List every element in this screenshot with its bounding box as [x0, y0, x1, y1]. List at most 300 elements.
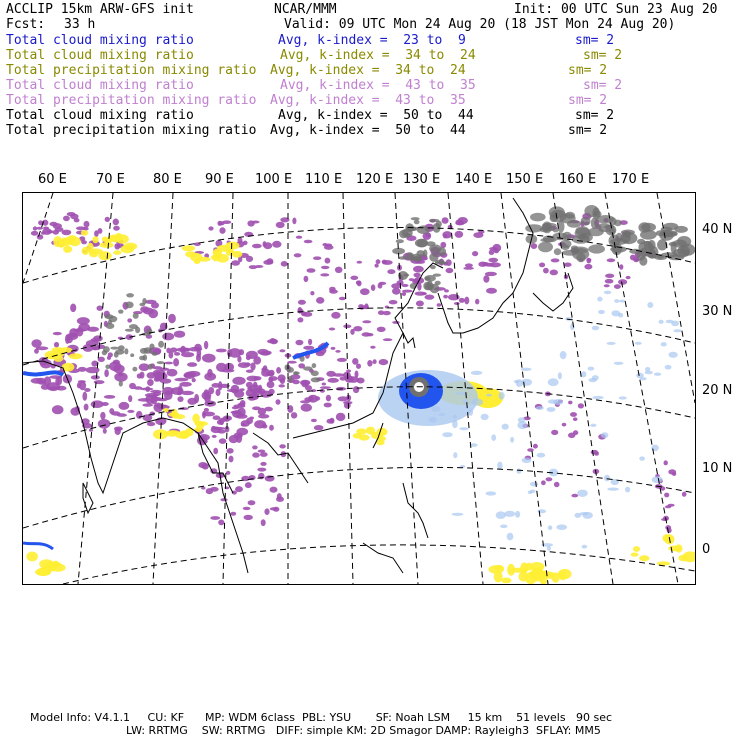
cloud-patch-purple [257, 468, 266, 472]
cloud-patch-lightblue [666, 320, 674, 324]
cloud-patch-gray [554, 248, 561, 255]
cloud-patch-yellow [494, 565, 504, 570]
cloud-patch-lightblue [537, 453, 546, 458]
cloud-patch-yellow [558, 569, 572, 579]
field-smoothing: sm= 2 [583, 78, 623, 93]
cloud-patch-purple [541, 480, 546, 485]
cloud-patch-purple [246, 355, 251, 360]
cloud-patch-purple [448, 294, 460, 300]
cloud-patch-gray [108, 320, 112, 325]
cloud-patch-purple [145, 395, 155, 404]
cloud-patch-purple [263, 351, 272, 355]
cloud-patch-purple [485, 263, 494, 267]
cloud-patch-lightblue [661, 342, 667, 346]
cloud-patch-purple [246, 389, 257, 397]
cloud-patch-lightblue [536, 406, 544, 410]
cloud-patch-gray [118, 310, 123, 314]
cloud-patch-purple [272, 241, 281, 248]
cloud-patch-lightblue [547, 407, 556, 412]
cloud-patch-yellow [198, 257, 211, 262]
cloud-patch-purple [143, 308, 154, 315]
field-smoothing: sm= 2 [568, 123, 608, 138]
cloud-patch-gray [142, 298, 146, 304]
cloud-patch-purple [331, 347, 336, 350]
cloud-patch-purple [249, 417, 254, 420]
coastline [403, 333, 415, 348]
cloud-patch-gray [399, 256, 406, 259]
cloud-patch-lightblue [481, 414, 489, 420]
cloud-patch-purple [129, 383, 136, 389]
cloud-patch-purple [81, 240, 87, 244]
model-info-line1: Model Info: V4.1.1 CU: KF MP: WDM 6class PBL: YSU SF: Noah LSM 15 km 51 levels 90 sec [30, 711, 613, 724]
cloud-patch-purple [415, 292, 427, 296]
cloud-patch-purple [483, 275, 489, 283]
latitude-line [23, 308, 695, 365]
cloud-patch-yellow [92, 236, 98, 243]
cloud-patch-gray [139, 356, 145, 361]
cloud-patch-lightblue [452, 513, 464, 516]
cloud-patch-purple [109, 408, 114, 414]
cloud-patch-purple [104, 369, 109, 377]
cloud-patch-gray [157, 361, 165, 364]
cloud-patch-purple [287, 361, 297, 364]
cloud-patch-yellow [633, 546, 640, 552]
cloud-patch-lightblue [530, 482, 538, 487]
cloud-patch-purple [113, 360, 120, 365]
cloud-patch-purple [307, 268, 316, 273]
cloud-patch-lightblue [592, 326, 600, 331]
cloud-patch-gray [661, 227, 673, 232]
cloud-patch-purple [89, 429, 93, 432]
cloud-patch-lightblue [654, 373, 661, 376]
cloud-patch-purple [311, 419, 317, 422]
cloud-patch-purple [97, 306, 104, 311]
cloud-patch-yellow [89, 249, 103, 255]
cloud-patch-gray [132, 367, 137, 372]
cloud-patch-purple [252, 406, 261, 410]
cloud-patch-purple [345, 375, 353, 380]
cloud-patch-purple [303, 346, 314, 350]
cloud-patch-yellow [100, 242, 114, 248]
cloud-patch-purple [52, 405, 64, 414]
cloud-patch-purple [308, 339, 312, 345]
cloud-patch-purple [98, 419, 111, 429]
lat-label: 10 N [702, 461, 733, 476]
cloud-patch-purple [584, 264, 592, 270]
cloud-patch-lightblue [548, 525, 553, 530]
cloud-patch-purple [204, 389, 210, 398]
cloud-patch-gray [648, 240, 656, 250]
cloud-patch-yellow [639, 555, 649, 561]
cloud-patch-purple [360, 288, 370, 295]
cloud-patch-purple [115, 427, 121, 435]
cloud-patch-lightblue [589, 378, 597, 382]
cloud-patch-lightblue [651, 445, 659, 452]
cloud-patch-purple [147, 379, 154, 386]
cloud-patch-purple [127, 318, 132, 322]
field-name: Total cloud mixing ratio [6, 78, 194, 93]
field-smoothing: sm= 2 [575, 33, 615, 48]
cloud-patch-purple [472, 251, 478, 256]
cloud-patch-lightblue [499, 392, 505, 400]
cloud-patch-purple [174, 331, 185, 338]
cloud-patch-purple [117, 413, 127, 417]
fcst-label: Fcst: [6, 17, 46, 32]
cloud-patch-purple [226, 471, 230, 475]
cloud-patch-purple [300, 380, 310, 386]
cloud-patch-purple [270, 487, 278, 493]
cloud-patch-purple [222, 220, 231, 224]
cloud-patch-lightblue [598, 310, 605, 314]
cloud-patch-purple [113, 226, 120, 231]
cloud-patch-yellow [115, 233, 122, 241]
cloud-patch-lightblue [607, 342, 616, 345]
cloud-patch-purple [173, 358, 179, 366]
cloud-patch-purple [379, 282, 387, 285]
cloud-patch-purple [210, 516, 220, 520]
cloud-patch-purple [664, 460, 668, 465]
cloud-patch-gray [571, 247, 589, 254]
cloud-patch-gray [414, 220, 420, 225]
cloud-patch-lightblue [521, 379, 532, 386]
cloud-patch-purple [356, 281, 361, 285]
cloud-patch-purple [626, 276, 631, 279]
cloud-patch-purple [267, 339, 278, 343]
cloud-patch-lightblue [517, 421, 527, 429]
cloud-patch-lightblue [548, 399, 558, 403]
cloud-patch-purple [113, 365, 124, 374]
field-avg-range: Avg, k-index = 34 to 24 [280, 48, 476, 63]
cloud-patch-purple [489, 250, 495, 255]
fcst-value: 33 h [64, 17, 96, 32]
cloud-patch-purple [337, 358, 347, 362]
cloud-patch-purple [324, 403, 332, 408]
cloud-patch-purple [465, 263, 473, 267]
cloud-patch-purple [83, 227, 89, 231]
cloud-patch-purple [127, 410, 134, 413]
cloud-patch-purple [201, 487, 205, 490]
cloud-patch-purple [238, 362, 250, 368]
lon-label: 110 E [305, 172, 343, 187]
init-time: Init: 00 UTC Sun 23 Aug 20 [514, 2, 718, 17]
cloud-patch-purple [316, 297, 324, 304]
cloud-patch-purple [391, 283, 401, 289]
cloud-patch-lightblue [601, 432, 609, 438]
cloud-patch-purple [281, 261, 288, 267]
cloud-patch-gray [592, 207, 600, 219]
cloud-patch-purple [322, 383, 326, 386]
coastline [83, 483, 93, 513]
cloud-patch-purple [295, 340, 303, 346]
cloud-patch-purple [383, 311, 391, 315]
cloud-patch-gray [595, 224, 610, 228]
cloud-patch-purple [248, 500, 256, 505]
cloud-patch-purple [343, 325, 351, 329]
cloud-patch-purple [219, 438, 227, 444]
cloud-patch-purple [336, 413, 346, 421]
cloud-patch-purple [212, 427, 226, 430]
cloud-patch-purple [668, 504, 675, 507]
cloud-patch-gray [288, 376, 292, 383]
lon-label: 80 E [153, 172, 182, 187]
cloud-patch-purple [73, 329, 85, 332]
cloud-patch-purple [473, 232, 483, 238]
cloud-patch-purple [258, 385, 262, 394]
cloud-patch-purple [304, 276, 309, 282]
cloud-patch-purple [443, 234, 447, 238]
cloud-patch-purple [668, 469, 676, 474]
cloud-patch-purple [353, 386, 359, 393]
cloud-patch-purple [464, 297, 469, 305]
cloud-patch-purple [586, 258, 591, 264]
cloud-patch-yellow [185, 251, 196, 257]
cloud-patch-purple [82, 392, 87, 401]
cloud-patch-purple [346, 369, 351, 372]
cloud-patch-gray [158, 341, 164, 348]
model-title: ACCLIP 15km ARW-GFS init [6, 2, 194, 17]
cloud-patch-yellow [501, 578, 511, 584]
cloud-patch-purple [260, 462, 266, 466]
cloud-patch-purple [326, 395, 331, 402]
cloud-patch-purple [437, 303, 442, 306]
cloud-patch-yellow [371, 432, 383, 440]
cloud-patch-purple [329, 328, 335, 331]
cloud-patch-purple [91, 400, 104, 408]
field-smoothing: sm= 2 [575, 108, 615, 123]
cloud-patch-purple [325, 258, 331, 264]
cloud-patch-purple [278, 374, 286, 381]
cloud-patch-purple [98, 228, 103, 234]
cloud-patch-yellow [531, 568, 542, 579]
cloud-patch-purple [261, 519, 266, 526]
cloud-patch-lightblue [668, 352, 677, 358]
cloud-patch-purple [573, 417, 578, 421]
cloud-patch-purple [489, 258, 499, 263]
cloud-patch-purple [142, 403, 153, 406]
cloud-patch-purple [333, 373, 345, 377]
cloud-patch-yellow [192, 414, 200, 424]
cloud-patch-purple [53, 332, 62, 335]
lon-label: 120 E [356, 172, 394, 187]
cloud-patch-purple [269, 376, 278, 381]
cloud-patch-purple [313, 256, 321, 260]
cloud-patch-purple [682, 492, 687, 497]
cloud-patch-lightblue [491, 434, 496, 441]
cloud-patch-purple [70, 214, 78, 220]
cloud-patch-lightblue [652, 476, 663, 483]
cloud-patch-purple [357, 378, 365, 384]
cloud-patch-purple [70, 304, 76, 313]
cloud-patch-lightblue [471, 371, 483, 375]
cloud-patch-purple [550, 270, 558, 276]
cloud-patch-purple [269, 389, 275, 395]
cloud-patch-yellow [507, 564, 515, 576]
cloud-patch-purple [192, 378, 196, 382]
cloud-patch-lightblue [619, 396, 627, 399]
cloud-patch-lightblue [496, 511, 506, 519]
cloud-patch-lightblue [635, 342, 642, 345]
cloud-patch-purple [442, 217, 449, 224]
cloud-patch-lightblue [504, 511, 515, 517]
cloud-patch-lightblue [514, 380, 520, 383]
cloud-patch-purple [376, 259, 381, 264]
cloud-patch-purple [224, 363, 234, 371]
cloud-patch-purple [49, 375, 62, 379]
cloud-patch-yellow [631, 553, 639, 557]
cloud-patch-yellow [128, 245, 134, 250]
cloud-patch-lightblue [665, 365, 672, 370]
cloud-patch-lightblue [639, 456, 645, 460]
cloud-patch-purple [169, 351, 174, 358]
cloud-patch-gray [303, 366, 312, 370]
field-name: Total precipitation mixing ratio [6, 63, 257, 78]
cloud-patch-purple [413, 266, 424, 273]
cloud-patch-purple [140, 372, 145, 379]
cloud-patch-lightblue [502, 424, 509, 430]
cloud-patch-yellow [525, 563, 532, 571]
cloud-patch-purple [382, 260, 387, 264]
cloud-patch-purple [54, 342, 59, 348]
cloud-patch-purple [203, 412, 215, 417]
cloud-patch-purple [270, 507, 277, 510]
cloud-patch-purple [543, 268, 549, 274]
cloud-patch-purple [387, 269, 395, 274]
cloud-patch-purple [243, 507, 251, 510]
cloud-patch-purple [232, 377, 245, 385]
cloud-patch-purple [253, 382, 258, 389]
cloud-patch-gray [588, 244, 605, 253]
cloud-patch-purple [594, 451, 599, 455]
cloud-patch-purple [294, 253, 302, 257]
cloud-patch-purple [291, 412, 297, 418]
cloud-patch-purple [568, 433, 575, 439]
field-avg-range: Avg, k-index = 50 to 44 [278, 108, 474, 123]
cloud-patch-purple [304, 240, 313, 244]
cloud-patch-purple [278, 384, 285, 387]
cloud-patch-purple [232, 406, 239, 409]
cloud-patch-gray [119, 381, 123, 387]
cloud-patch-purple [31, 231, 39, 236]
cloud-patch-lightblue [647, 302, 653, 308]
cloud-patch-purple [486, 288, 497, 294]
cloud-patch-lightblue [614, 299, 619, 303]
cloud-patch-yellow [214, 250, 221, 257]
cloud-patch-lightblue [521, 368, 532, 371]
cloud-patch-lightblue [453, 452, 457, 458]
cloud-streak-blue [23, 372, 63, 375]
cloud-patch-purple [34, 349, 39, 354]
latitude-line [23, 387, 695, 448]
cloud-patch-gray [426, 241, 435, 246]
lon-label: 140 E [455, 172, 493, 187]
cloud-patch-purple [389, 300, 398, 304]
cloud-patch-lightblue [673, 329, 681, 332]
cloud-patch-gray [560, 240, 571, 248]
cloud-patch-gray [110, 347, 119, 350]
cloud-patch-purple [414, 273, 421, 278]
cloud-patch-purple [118, 373, 123, 376]
cloud-patch-lightblue [659, 320, 664, 324]
field-avg-range: Avg, k-index = 43 to 35 [280, 78, 476, 93]
lon-label: 90 E [205, 172, 234, 187]
cloud-patch-lightblue [636, 373, 644, 379]
cloud-patch-purple [252, 221, 260, 224]
cloud-patch-gray [124, 348, 128, 354]
cloud-patch-gray [416, 250, 424, 257]
cloud-patch-gray [424, 275, 436, 282]
cloud-patch-gray [425, 283, 434, 291]
cloud-patch-gray [538, 242, 553, 253]
cloud-patch-purple [362, 332, 371, 336]
cloud-patch-gray [130, 353, 134, 357]
cloud-patch-purple [329, 290, 338, 294]
cloud-patch-lightblue [548, 378, 559, 386]
cloud-patch-yellow [657, 561, 671, 565]
cloud-patch-gray [671, 241, 677, 253]
cloud-patch-purple [562, 423, 567, 427]
cloud-patch-lightblue [556, 524, 567, 530]
cloud-patch-purple [246, 382, 253, 388]
cloud-patch-purple [231, 411, 242, 415]
coastline [23, 361, 248, 573]
cloud-patch-gray [588, 228, 604, 237]
cloud-patch-gray [311, 371, 319, 377]
cloud-patch-gray [575, 226, 589, 236]
cloud-patch-purple [252, 452, 260, 457]
cloud-patch-lightblue [530, 490, 536, 494]
cloud-patch-purple [236, 414, 248, 419]
cloud-patch-purple [614, 284, 621, 289]
lon-label: 170 E [612, 172, 650, 187]
cloud-patch-purple [527, 448, 534, 451]
cloud-patch-purple [371, 284, 376, 291]
cloud-patch-purple [320, 386, 331, 389]
cloud-patch-lightblue [614, 362, 624, 365]
cloud-patch-purple [416, 301, 424, 307]
cloud-patch-gray [125, 329, 134, 332]
cloud-patch-gray [148, 364, 153, 370]
lon-label: 100 E [255, 172, 293, 187]
cloud-patch-purple [296, 236, 302, 239]
cloud-patch-lightblue [515, 511, 520, 518]
cloud-patch-gray [530, 213, 546, 222]
cloud-patch-purple [440, 242, 446, 248]
cloud-patch-lightblue [500, 525, 507, 529]
cloud-patch-purple [269, 425, 274, 431]
lon-label: 150 E [506, 172, 544, 187]
cloud-patch-purple [279, 444, 286, 448]
lon-label: 160 E [559, 172, 597, 187]
cloud-patch-purple [206, 488, 213, 494]
cloud-patch-purple [84, 404, 89, 411]
cloud-patch-yellow [182, 245, 196, 251]
cloud-patch-purple [229, 435, 239, 443]
cloud-patch-purple [84, 221, 90, 228]
cloud-patch-purple [335, 267, 343, 273]
cloud-patch-purple [136, 411, 142, 419]
cloud-patch-purple [578, 403, 584, 408]
cloud-patch-purple [546, 477, 553, 481]
cloud-patch-purple [402, 292, 406, 296]
cloud-patch-gray [677, 246, 690, 257]
field-avg-range: Avg, k-index = 34 to 24 [270, 63, 466, 78]
cloud-patch-yellow [175, 431, 189, 439]
cloud-patch-lightblue [560, 351, 567, 359]
cloud-patch-lightblue [604, 475, 610, 482]
field-name: Total cloud mixing ratio [6, 48, 194, 63]
cloud-patch-purple [37, 234, 44, 239]
cloud-patch-purple [254, 376, 262, 380]
